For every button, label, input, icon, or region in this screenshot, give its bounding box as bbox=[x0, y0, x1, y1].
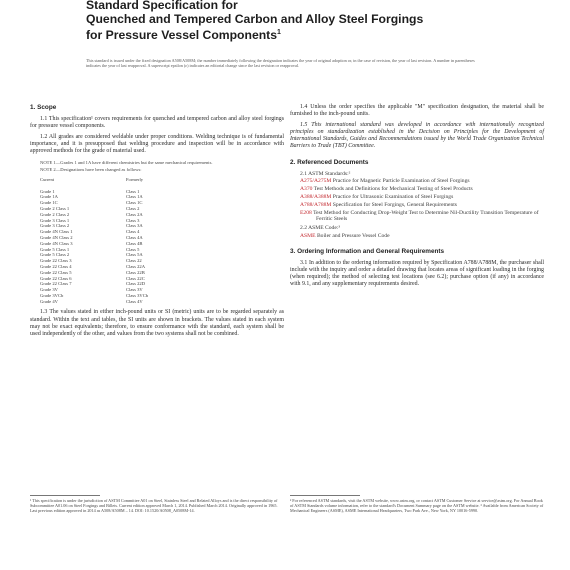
reference-title: Test Methods and Definitions for Mechanical Testing of Steel Products bbox=[313, 186, 473, 193]
reference-code-link[interactable]: ASME bbox=[300, 233, 316, 240]
grade-current: Grade 1 bbox=[40, 188, 55, 194]
grade-current: Grade 22 Class 3 bbox=[40, 258, 72, 264]
title-line-2: Quenched and Tempered Carbon and Alloy Steel Forgings bbox=[86, 12, 424, 26]
reference-code-link[interactable]: A275/A275M bbox=[300, 178, 332, 185]
astm-reference-list bbox=[290, 178, 544, 223]
section-heading-scope: 1. Scope bbox=[30, 104, 57, 111]
grade-formerly: Class 3A bbox=[126, 223, 143, 229]
scope-note-2: NOTE 2—Designations have been changed as follows: bbox=[40, 167, 142, 173]
grade-formerly: Class 3VCb bbox=[126, 292, 149, 298]
scope-paragraph-1-4: 1.4 Unless the order specifies the applicable "M" specification designation, the material shall be furnished to the inch-pound units. bbox=[290, 104, 544, 118]
grade-current: Grade 4N Class 1 bbox=[40, 229, 73, 235]
reference-title: Specification for Steel Forgings, General Requirements bbox=[332, 201, 457, 208]
grade-current: Grade 4N Class 3 bbox=[40, 240, 73, 246]
grade-current: Grade 1A bbox=[40, 194, 58, 200]
reference-title: Practice for Ultrasonic Examination of Steel Forgings bbox=[332, 194, 454, 201]
grade-formerly: Class 4B bbox=[126, 240, 143, 246]
grade-formerly: Class 5 bbox=[126, 246, 140, 252]
astm-standards-label: 2.1 ASTM Standards:² bbox=[300, 170, 351, 177]
grade-table-header bbox=[40, 177, 220, 183]
title-line-3: for Pressure Vessel Components$^1$ bbox=[86, 28, 281, 43]
title-footnote-mark: 1 bbox=[277, 29, 281, 36]
reference-item bbox=[300, 209, 544, 224]
reference-item bbox=[300, 194, 544, 201]
grade-formerly: Class 22D bbox=[126, 281, 146, 287]
asme-code-label: 2.2 ASME Code:³ bbox=[300, 225, 341, 232]
grade-current: Grade 22 Class 7 bbox=[40, 281, 72, 287]
grade-current: Grade 22 Class 4 bbox=[40, 263, 72, 269]
reference-title: Boiler and Pressure Vessel Code bbox=[316, 233, 390, 240]
grade-formerly: Class 22A bbox=[126, 263, 146, 269]
grade-current: Grade 2 Class 2 bbox=[40, 211, 70, 217]
grade-formerly: Class 1 bbox=[126, 188, 140, 194]
footnote-rule-left bbox=[30, 495, 100, 496]
section-heading-referenced-documents: 2. Referenced Documents bbox=[290, 158, 369, 166]
grade-current: Grade 1C bbox=[40, 200, 58, 206]
reference-item bbox=[300, 201, 544, 209]
scope-paragraph-1-1: 1.1 This specification¹ covers requirements for quenched and tempered carbon and alloy steel forgings for pressure vessel components. bbox=[30, 116, 284, 130]
grade-table-body bbox=[40, 189, 220, 305]
section-heading-ordering: 3. Ordering Information and General Requirements bbox=[290, 247, 445, 255]
grade-formerly: Class 4 bbox=[126, 229, 140, 235]
reference-title: Practice for Magnetic Particle Examination of Steel Forgings bbox=[332, 178, 470, 185]
grade-designation-table bbox=[40, 177, 220, 305]
grade-current: Grade 2 Class 1 bbox=[40, 205, 70, 211]
grade-current: Grade 3 Class 1 bbox=[40, 217, 70, 223]
grade-formerly: Class 22 bbox=[126, 258, 142, 264]
grade-formerly: Class 4V bbox=[126, 298, 143, 304]
grade-formerly: Class 2 bbox=[126, 205, 140, 211]
grade-formerly: Class 22C bbox=[126, 275, 145, 281]
grade-formerly: Class 2A bbox=[126, 211, 143, 217]
grade-formerly: Class 4A bbox=[126, 234, 143, 240]
reference-code-link[interactable]: A388/A388M bbox=[300, 194, 332, 201]
scope-note-1: NOTE 1—Grades 1 and 1A have different chemistries but the same mechanical requirements. bbox=[40, 159, 213, 165]
reference-code-link[interactable]: E208 bbox=[300, 209, 312, 216]
grade-table-row bbox=[40, 299, 220, 305]
reference-item bbox=[300, 186, 544, 193]
grade-formerly: Class 22B bbox=[126, 269, 145, 275]
title-line-1: Standard Specification for bbox=[86, 0, 238, 12]
grade-current: Grade 22 Class 5 bbox=[40, 269, 72, 275]
scope-paragraph-1-2: 1.2 All grades are considered weldable under proper conditions. Welding technique is of fundamental importance, and it is presupposed that welding procedure and inspection will be in accordance with approved methods for the grade of material used. bbox=[30, 134, 284, 155]
reference-item bbox=[300, 233, 544, 240]
grade-table-header-formerly: Formerly bbox=[126, 176, 144, 182]
grade-current: Grade 3 Class 2 bbox=[40, 223, 70, 229]
footnote-right: ² For referenced ASTM standards, visit the ASTM website, www.astm.org, or contact ASTM Customer Service at service@astm.org. For Annual Book of ASTM Standards volume information, refer to the standard's Document Summary page on the ASTM website. ³ Available from American Society of Mechanical Engineers (ASME), ASME International Headquarters, Two Park Ave., New York, NY 10016-5990. bbox=[290, 498, 544, 514]
grade-table-header-current: Current bbox=[40, 176, 55, 182]
grade-formerly: Class 5A bbox=[126, 252, 143, 258]
reference-item bbox=[300, 178, 544, 185]
footnote-rule-right bbox=[290, 495, 360, 496]
grade-formerly: Class 1C bbox=[126, 200, 143, 206]
asme-reference-list bbox=[290, 233, 544, 240]
grade-formerly: Class 3V bbox=[126, 287, 143, 293]
scope-paragraph-1-3: 1.3 The values stated in either inch-pound units or SI (metric) units are to be regarded separately as standard. Within the text and tables, the SI units are shown in brackets. The values stated in each system may not be exact equivalents; therefore, to ensure conformance with the standard, each system shall be used independently of the other, and values from the two systems shall not be combined. bbox=[30, 309, 284, 337]
ordering-paragraph-3-1: 3.1 In addition to the ordering information required by Specification A788/A788M, the purchaser shall include with the inquiry and order a detailed drawing that locates areas of significant loading in the forging (when required); the method of selecting test locations (see 6.2); purchase option (if any) in accordance with 9.1, and any supplementary requirements desired. bbox=[290, 259, 544, 288]
grade-current: Grade 22 Class 6 bbox=[40, 275, 72, 281]
grade-current: Grade 4V bbox=[40, 298, 58, 304]
document-title bbox=[86, 0, 526, 42]
designation-note: This standard is issued under the fixed designation A508/A508M; the number immediately following the designation indicates the year of original adoption or, in the case of revision, the year of last revision. A number in parentheses indicates the year of last reapproval. A superscript epsilon (ε) indicates an editorial change since the last revision or reapproval. bbox=[86, 58, 475, 69]
reference-code-link[interactable]: A788/A788M bbox=[300, 201, 332, 208]
grade-current: Grade 3VCb bbox=[40, 292, 64, 298]
grade-current: Grade 5 Class 2 bbox=[40, 252, 70, 258]
footnote-left: ¹ This specification is under the jurisdiction of ASTM Committee A01 on Steel, Stainless Steel and Related Alloys and is the direct responsibility of Subcommittee A01.06 on Steel Forgings and Billets. Current edition approved March 1, 2014. Published March 2014. Originally approved in 1965. Last previous edition approved in 2014 as A508/A508M – 14. DOI: 10.1520/A0508_A0508M-14. bbox=[30, 498, 278, 514]
right-column bbox=[290, 104, 544, 292]
left-column bbox=[30, 104, 284, 342]
reference-code-link[interactable]: A370 bbox=[300, 186, 313, 193]
grade-current: Grade 4N Class 2 bbox=[40, 234, 73, 240]
grade-current: Grade 3V bbox=[40, 287, 58, 293]
grade-formerly: Class 3 bbox=[126, 217, 140, 223]
reference-title: Test Method for Conducting Drop-Weight Test to Determine Nil-Ductility Transition Temperature of Ferritic Steels bbox=[313, 209, 539, 223]
grade-formerly: Class 1A bbox=[126, 194, 143, 200]
scope-paragraph-1-5: 1.5 This international standard was developed in accordance with internationally recognized principles on standardization established in the Decision on Principles for the Development of International Standards, Guides and Recommendations issued by the World Trade Organization Technical Barriers to Trade (TBT) Committee. bbox=[290, 122, 544, 150]
grade-current: Grade 5 Class 1 bbox=[40, 246, 70, 252]
